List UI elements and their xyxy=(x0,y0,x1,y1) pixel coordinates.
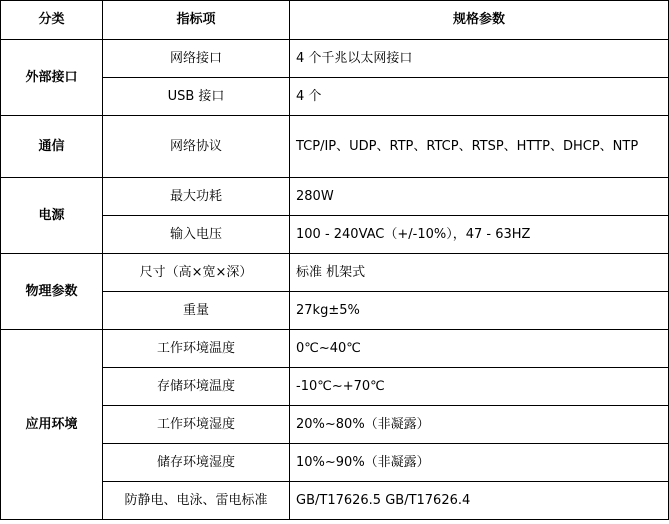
value-cell: 27kg±5% xyxy=(290,292,669,330)
table-row xyxy=(1,40,669,78)
value-cell: 10%~90%（非凝露） xyxy=(290,444,669,482)
value-cell: 4 个 xyxy=(290,78,669,116)
header-item: 指标项 xyxy=(103,1,290,40)
category-cell: 外部接口 xyxy=(1,40,103,116)
item-cell: 重量 xyxy=(103,292,290,330)
table-row xyxy=(1,330,669,368)
item-cell: 尺寸（高×宽×深） xyxy=(103,254,290,292)
item-cell: 最大功耗 xyxy=(103,178,290,216)
value-cell: 100 - 240VAC（+/-10%），47 - 63HZ xyxy=(290,216,669,254)
item-cell: 工作环境温度 xyxy=(103,330,290,368)
value-cell: 4 个千兆以太网接口 xyxy=(290,40,669,78)
category-cell: 物理参数 xyxy=(1,254,103,330)
header-category: 分类 xyxy=(1,1,103,40)
category-cell: 电源 xyxy=(1,178,103,254)
value-cell: -10℃~+70℃ xyxy=(290,368,669,406)
value-cell: GB/T17626.5 GB/T17626.4 xyxy=(290,482,669,520)
header-spec: 规格参数 xyxy=(290,1,669,40)
table-row xyxy=(1,254,669,292)
item-cell: 储存环境湿度 xyxy=(103,444,290,482)
table-row xyxy=(1,116,669,178)
value-cell: 标准 机架式 xyxy=(290,254,669,292)
item-cell: 网络协议 xyxy=(103,116,290,178)
item-cell: 工作环境湿度 xyxy=(103,406,290,444)
category-cell: 应用环境 xyxy=(1,330,103,520)
item-cell: 防静电、电泳、雷电标准 xyxy=(103,482,290,520)
value-cell: 280W xyxy=(290,178,669,216)
table-row xyxy=(1,178,669,216)
item-cell: 存储环境温度 xyxy=(103,368,290,406)
value-cell: TCP/IP、UDP、RTP、RTCP、RTSP、HTTP、DHCP、NTP xyxy=(290,116,669,178)
item-cell: 网络接口 xyxy=(103,40,290,78)
value-cell: 20%~80%（非凝露） xyxy=(290,406,669,444)
item-cell: USB 接口 xyxy=(103,78,290,116)
category-cell: 通信 xyxy=(1,116,103,178)
header-row xyxy=(1,1,669,40)
item-cell: 输入电压 xyxy=(103,216,290,254)
value-cell: 0℃~40℃ xyxy=(290,330,669,368)
